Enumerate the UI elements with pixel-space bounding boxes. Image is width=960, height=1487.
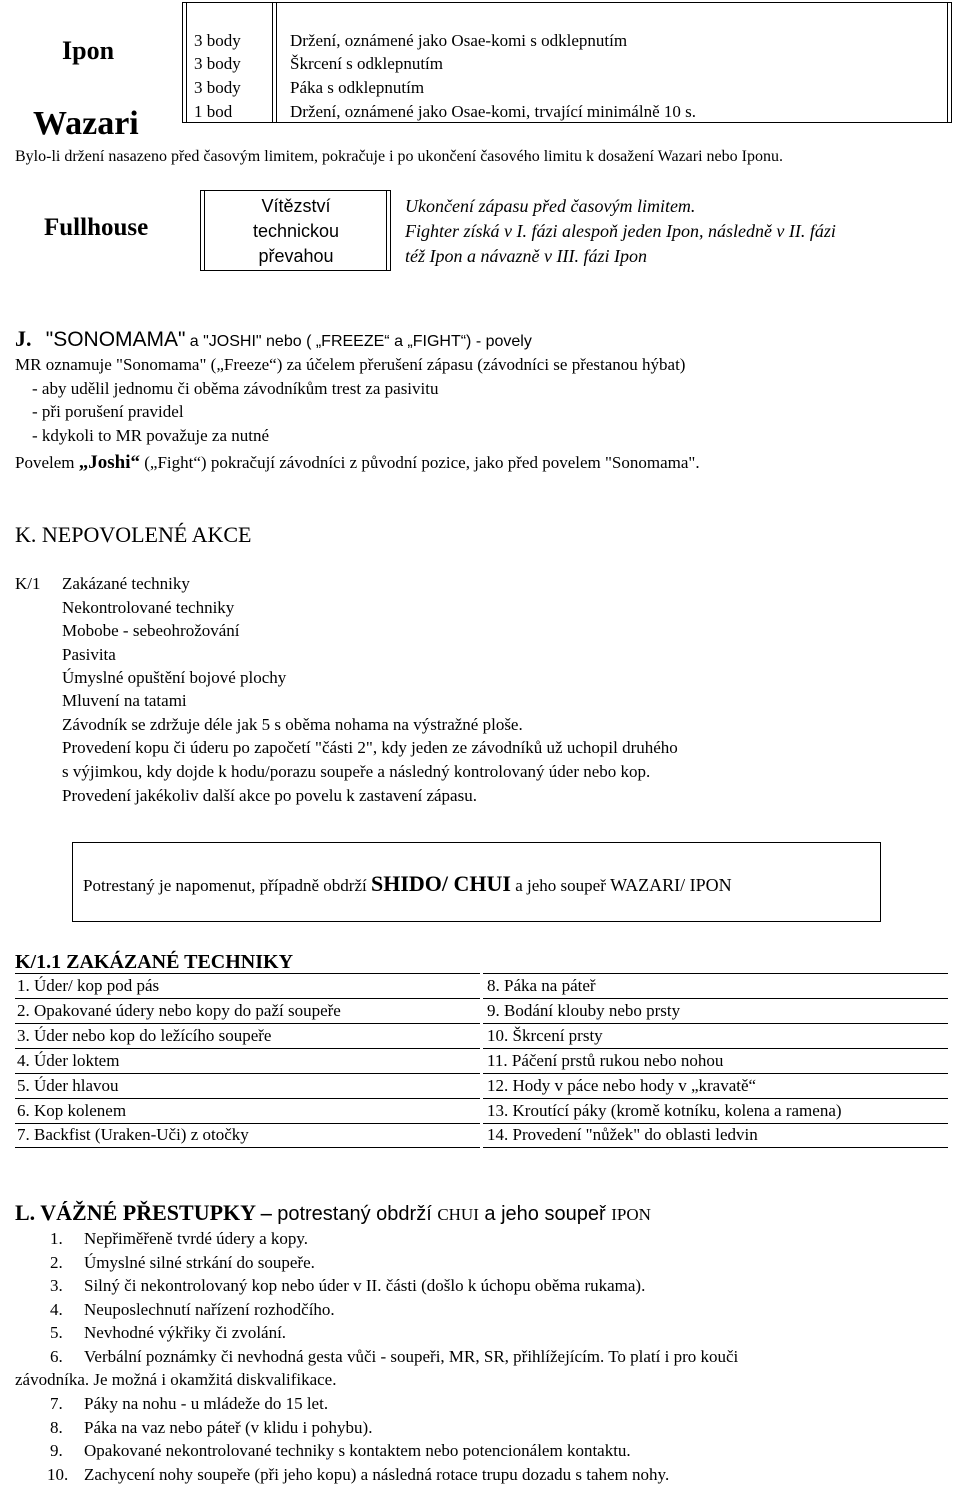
l-item-text: Úmyslné silné strkání do soupeře. bbox=[84, 1253, 315, 1272]
k11-right-item: 13. Kroutící páky (kromě kotníku, kolena a ramena) bbox=[487, 1101, 842, 1120]
l-item-num: 5. bbox=[50, 1323, 63, 1342]
k1-item: Provedení kopu či úderu po započetí "části 2", kdy jeden ze závodníků už uchopil druhého bbox=[62, 738, 678, 757]
l-item-text: Zachycení nohy soupeře (při jeho kopu) a následná rotace trupu dozadu s tahem nohy. bbox=[84, 1465, 670, 1484]
k1-item: s výjimkou, kdy dojde k hodu/porazu soupeře a následný kontrolovaný úder nebo kop. bbox=[62, 762, 651, 781]
l-item-num: 6. bbox=[50, 1347, 63, 1366]
k11-heading: K/1.1 ZAKÁZANÉ TECHNIKY bbox=[15, 951, 294, 973]
l-item-num: 1. bbox=[50, 1229, 63, 1248]
fullhouse-desc-3: též Ipon a návazně v III. fázi Ipon bbox=[405, 246, 647, 266]
k1-item: Nekontrolované techniky bbox=[62, 598, 235, 617]
last-prefix: Povelem bbox=[15, 453, 79, 472]
l-item-num: 3. bbox=[50, 1276, 63, 1295]
l-item-text: Neuposlechnutí nařízení rozhodčího. bbox=[84, 1300, 335, 1319]
k11-right-item: 9. Bodání klouby nebo prsty bbox=[487, 1001, 681, 1020]
score-points: 3 body bbox=[194, 54, 241, 73]
l-item-text: Silný či nekontrolovaný kop nebo úder v II. části (došlo k úchopu oběma rukama). bbox=[84, 1276, 646, 1295]
k11-left-item: 5. Úder hlavou bbox=[17, 1076, 119, 1095]
k11-right-item: 8. Páka na páteř bbox=[487, 976, 596, 995]
score-desc: Páka s odklepnutím bbox=[290, 78, 425, 97]
l-item-text: Nepřiměřeně tvrdé údery a kopy. bbox=[84, 1229, 309, 1248]
l-item-text: závodníka. Je možná i okamžitá diskvalifikace. bbox=[15, 1370, 337, 1389]
l-item-text: Opakované nekontrolované techniky s kontaktem nebo potencionálem kontaktu. bbox=[84, 1441, 631, 1460]
section-k-heading: K. NEPOVOLENÉ AKCE bbox=[15, 522, 252, 547]
l-item-num: 10. bbox=[47, 1465, 69, 1484]
last-bold: „Joshi“ bbox=[78, 452, 140, 473]
k1-item: Mluvení na tatami bbox=[62, 691, 187, 710]
k11-left-item: 2. Opakované údery nebo kopy do paží soupeře bbox=[17, 1001, 341, 1020]
score-row bbox=[194, 30, 241, 51]
score-points: 1 bod bbox=[194, 102, 233, 121]
box-end: WAZARI/ IPON bbox=[610, 875, 732, 895]
l-item-num: 8. bbox=[50, 1418, 63, 1437]
victory-line-3: převahou bbox=[258, 246, 334, 266]
fullhouse-desc-1: Ukončení zápasu před časovým limitem. bbox=[405, 196, 696, 216]
box-prefix: Potrestaný je napomenut, případně obdrží bbox=[83, 876, 371, 895]
section-j-title: "SONOMAMA" bbox=[45, 328, 186, 351]
l-heading-chui: CHUI bbox=[437, 1205, 479, 1224]
fullhouse-label: Fullhouse bbox=[44, 214, 149, 241]
k11-right-item: 10. Škrcení prsty bbox=[487, 1026, 603, 1045]
penalty-box-text bbox=[83, 870, 732, 900]
victory-line-1: Vítězství bbox=[261, 196, 331, 216]
victory-line-2: technickou bbox=[252, 221, 340, 241]
k11-left-item: 1. Úder/ kop pod pás bbox=[17, 976, 160, 995]
l-heading-rest1: potrestaný obdrží bbox=[277, 1203, 438, 1225]
k1-item: Zakázané techniky bbox=[62, 574, 190, 593]
l-heading-dash: – bbox=[255, 1200, 278, 1225]
l-item-text: Páky na nohu - u mládeže do 15 let. bbox=[84, 1394, 329, 1413]
section-l-heading bbox=[15, 1200, 651, 1228]
k1-item: Provedení jakékoliv další akce po povelu k zastavení zápasu. bbox=[62, 786, 477, 805]
l-item-num: 9. bbox=[50, 1441, 63, 1460]
section-j-last bbox=[15, 452, 700, 473]
section-j-heading bbox=[15, 326, 532, 355]
k11-left-item: 7. Backfist (Uraken-Uči) z otočky bbox=[17, 1125, 249, 1144]
k11-right-item: 14. Provedení "nůžek" do oblasti ledvin bbox=[487, 1125, 758, 1144]
l-heading-rest2: a jeho soupeř bbox=[478, 1203, 612, 1225]
l-item-num: 4. bbox=[50, 1300, 63, 1319]
section-j-bullet: - při porušení pravidel bbox=[32, 402, 184, 421]
section-j-letter: J. bbox=[15, 326, 32, 351]
wazari-label: Wazari bbox=[33, 105, 139, 142]
k11-right-item: 12. Hody v páce nebo hody v „kravatě“ bbox=[487, 1076, 757, 1095]
box-mid: a jeho soupeř bbox=[510, 876, 611, 895]
score-desc: Držení, oznámené jako Osae-komi, trvající minimálně 10 s. bbox=[290, 102, 696, 121]
score-desc: Škrcení s odklepnutím bbox=[290, 54, 443, 73]
box-bold: SHIDO/ CHUI bbox=[370, 871, 511, 896]
k1-item: Závodník se zdržuje déle jak 5 s oběma nohama na výstražné ploše. bbox=[62, 715, 523, 734]
k1-label: K/1 bbox=[15, 574, 41, 593]
score-points: 3 body bbox=[194, 78, 241, 97]
fullhouse-desc-2: Fighter získá v I. fázi alespoň jeden Ipon, následně v II. fázi bbox=[405, 221, 836, 241]
section-j-title-rest: a "JOSHI" nebo ( „FREEZE“ a „FIGHT“) - povely bbox=[189, 333, 532, 350]
section-j-line: MR oznamuje "Sonomama" („Freeze“) za účelem přerušení zápasu (závodníci se přestanou hýbat) bbox=[15, 355, 686, 374]
l-heading-ipon: IPON bbox=[611, 1205, 651, 1224]
score-points: 3 body bbox=[194, 31, 241, 50]
l-item-num: 2. bbox=[50, 1253, 63, 1272]
l-item-text: Nevhodné výkřiky či zvolání. bbox=[84, 1323, 287, 1342]
section-j-bullet: - aby udělil jednomu či oběma závodníkům trest za pasivitu bbox=[32, 379, 439, 398]
section-j-bullet: - kdykoli to MR považuje za nutné bbox=[32, 426, 270, 445]
note-line: Bylo-li držení nasazeno před časovým limitem, pokračuje i po ukončení časového limitu k dosažení Wazari nebo Iponu. bbox=[15, 148, 783, 165]
l-item-text: Páka na vaz nebo páteř (v klidu i pohybu). bbox=[84, 1418, 373, 1437]
k11-right-item: 11. Páčení prstů rukou nebo nohou bbox=[487, 1051, 724, 1070]
l-item-num: 7. bbox=[50, 1394, 63, 1413]
k11-left-item: 6. Kop kolenem bbox=[17, 1101, 127, 1120]
k11-left-item: 3. Úder nebo kop do ležícího soupeře bbox=[17, 1026, 272, 1045]
score-desc: Držení, oznámené jako Osae-komi s odklepnutím bbox=[290, 31, 628, 50]
ipon-label: Ipon bbox=[62, 36, 115, 65]
k1-item: Mobobe - sebeohrožování bbox=[62, 621, 240, 640]
l-item-text: Verbální poznámky či nevhodná gesta vůči - soupeři, MR, SR, přihlížejícím. To platí i pro kouči bbox=[84, 1347, 739, 1366]
k11-left-item: 4. Úder loktem bbox=[17, 1051, 120, 1070]
k1-item: Pasivita bbox=[62, 645, 116, 664]
last-rest: („Fight“) pokračují závodníci z původní pozice, jako před povelem "Sonomama". bbox=[140, 453, 700, 472]
k1-item: Úmyslné opuštění bojové plochy bbox=[62, 668, 287, 687]
l-heading-bold: L. VÁŽNÉ PŘESTUPKY bbox=[15, 1200, 256, 1225]
